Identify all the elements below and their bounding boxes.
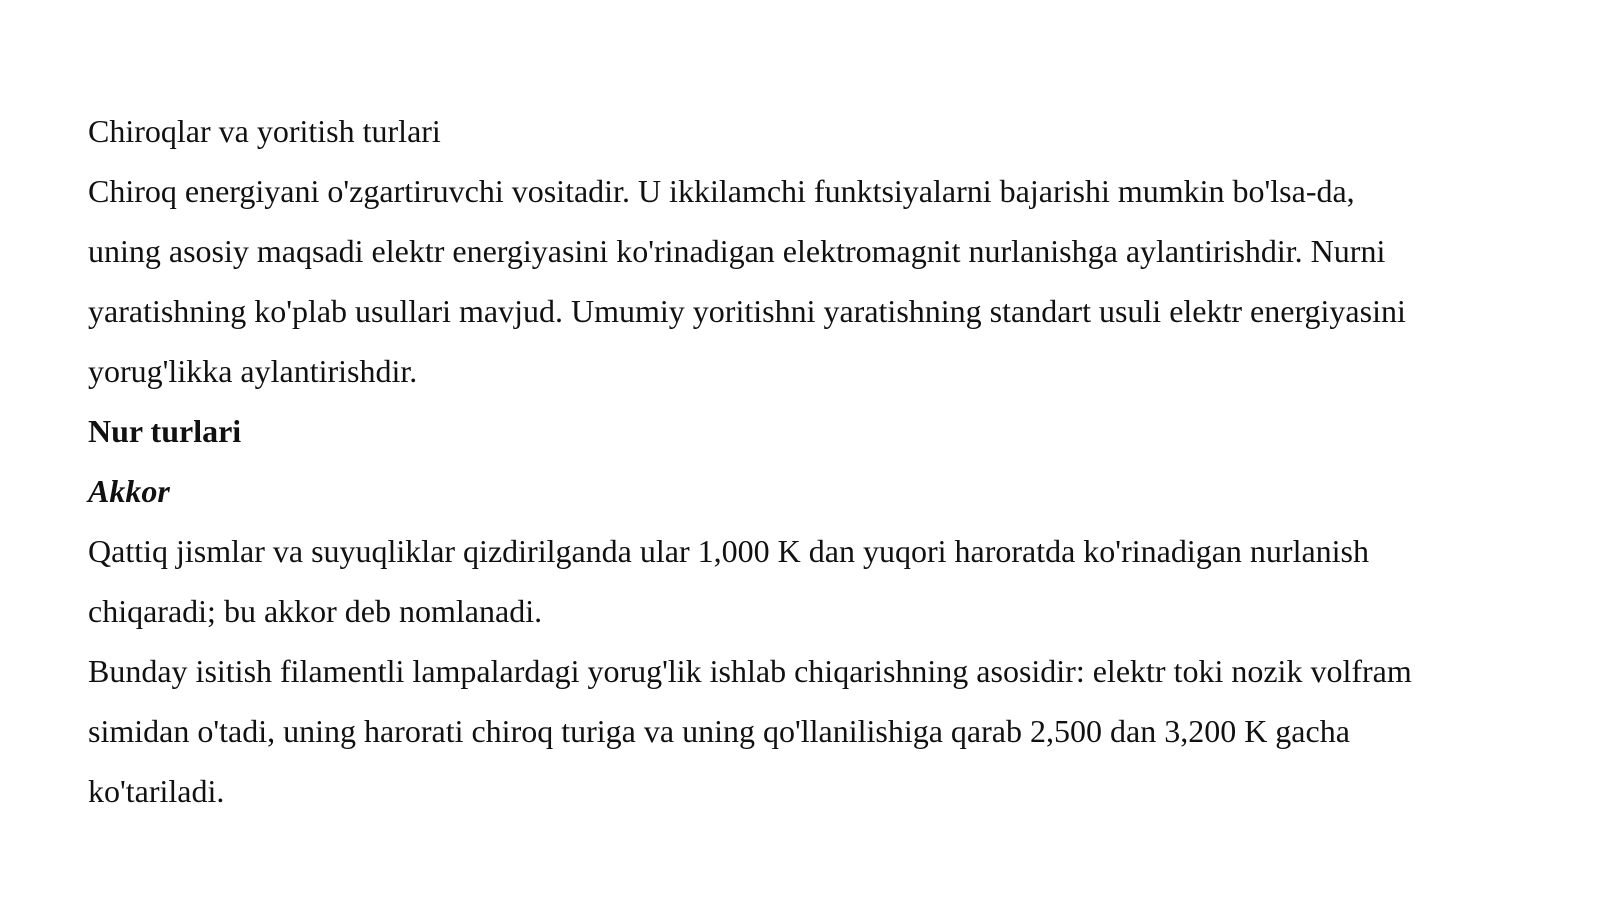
para2-line-2: simidan o'tadi, uning harorati chiroq turiga va uning qo'llanilishiga qarab 2,500 dan 3,200 K gacha bbox=[88, 713, 1350, 749]
para2-line-3: ko'tariladi. bbox=[88, 773, 225, 809]
paragraph-2 bbox=[88, 641, 1500, 821]
intro-line-2: uning asosiy maqsadi elektr energiyasini ko'rinadigan elektromagnit nurlanishga aylantirishdir. Nurni bbox=[88, 233, 1386, 269]
intro-line-4: yorug'likka aylantirishdir. bbox=[88, 353, 418, 389]
paragraph-1 bbox=[88, 521, 1500, 641]
intro-line-3: yaratishning ko'plab usullari mavjud. Umumiy yoritishni yaratishning standart usuli elektr energiyasini bbox=[88, 293, 1406, 329]
para1-line-1: Qattiq jismlar va suyuqliklar qizdirilganda ular 1,000 K dan yuqori haroratda ko'rinadigan nurlanish bbox=[88, 533, 1369, 569]
intro-paragraph bbox=[88, 161, 1500, 401]
para2-line-1: Bunday isitish filamentli lampalardagi yorug'lik ishlab chiqarishning asosidir: elektr toki nozik volfram bbox=[88, 653, 1412, 689]
document-title: Chiroqlar va yoritish turlari bbox=[88, 113, 441, 149]
intro-line-1: Chiroq energiyani o'zgartiruvchi vositadir. U ikkilamchi funktsiyalarni bajarishi mumkin bo'lsa-da, bbox=[88, 173, 1355, 209]
para1-line-2: chiqaradi; bu akkor deb nomlanadi. bbox=[88, 593, 543, 629]
subsection-heading: Akkor bbox=[88, 473, 170, 509]
section-heading: Nur turlari bbox=[88, 413, 242, 449]
